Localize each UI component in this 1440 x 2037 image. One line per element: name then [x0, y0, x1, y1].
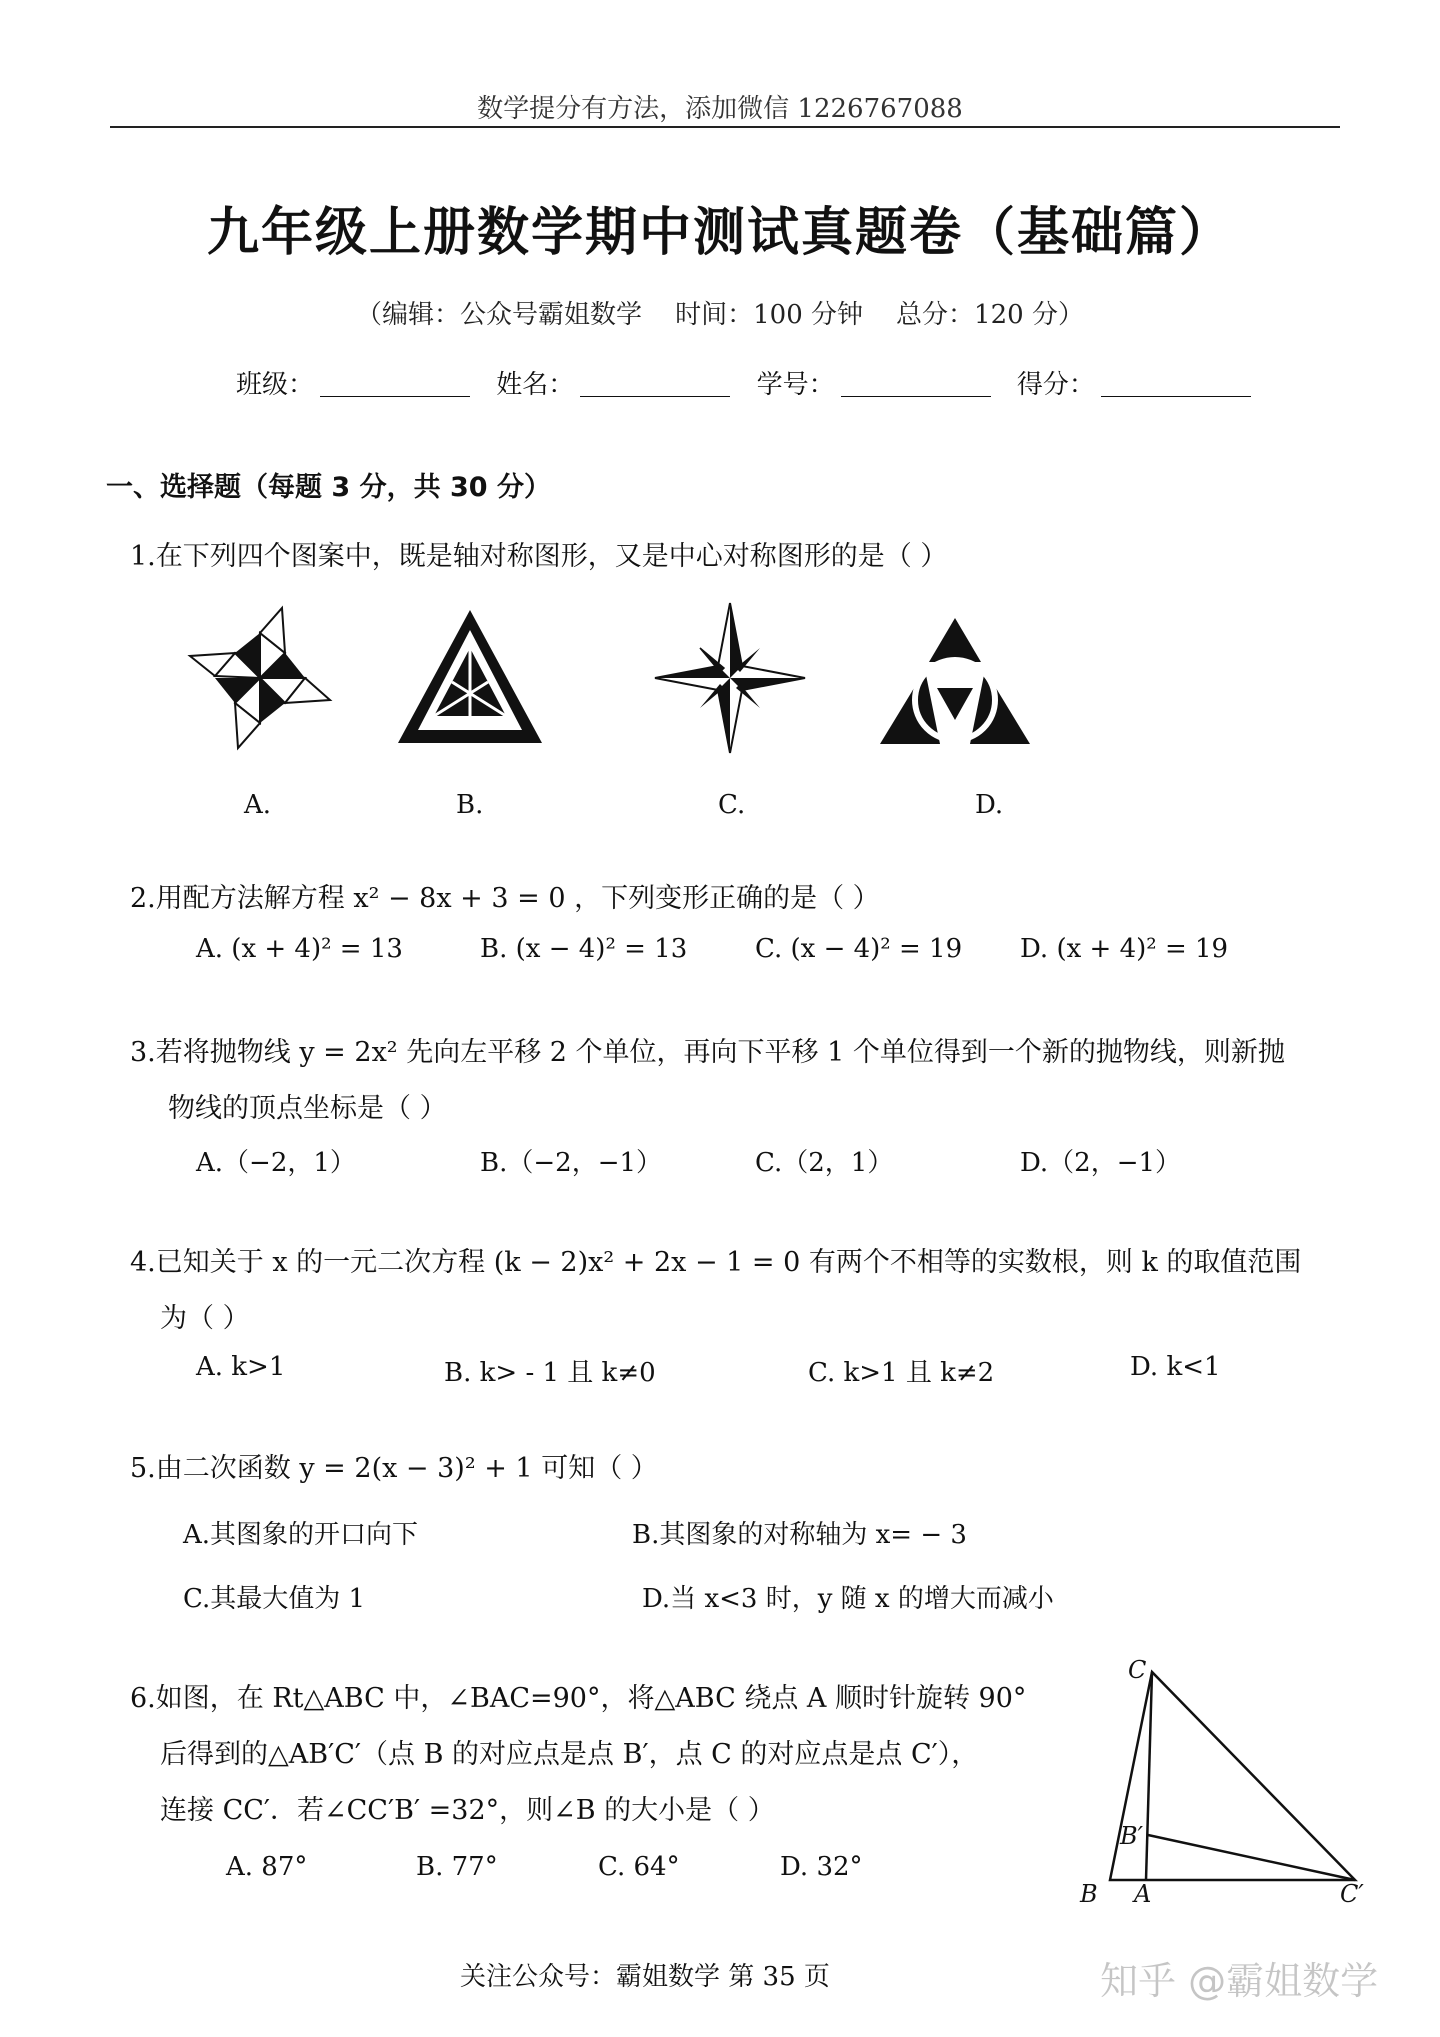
q6-option-d: D. 32° [780, 1852, 863, 1882]
q3-option-b: B.（−2，−1） [480, 1148, 663, 1178]
score-label: 得分： [1016, 370, 1095, 400]
q5-option-d: D.当 x<3 时，y 随 x 的增大而减小 [642, 1584, 1054, 1614]
q2-option-c: C. (x − 4)² = 19 [755, 934, 963, 964]
class-label: 班级： [236, 370, 315, 400]
question-6-stem-line3: 连接 CC′．若∠CC′B′ =32°，则∠B 的大小是（ ） [160, 1795, 775, 1826]
question-3-stem-line1: 3.若将抛物线 y = 2x² 先向左平移 2 个单位，再向下平移 1 个单位得到一个新的抛物线，则新抛 [130, 1037, 1285, 1068]
q1-label-b: B. [456, 790, 484, 820]
figure-a-pinwheel [190, 608, 330, 748]
question-2-stem: 2.用配方法解方程 x² − 8x + 3 = 0 ，下列变形正确的是（ ） [130, 883, 880, 914]
q5-option-a: A.其图象的开口向下 [183, 1520, 419, 1550]
name-label: 姓名： [496, 370, 575, 400]
segment-b-prime-c-prime [1148, 1835, 1355, 1880]
q3-option-d: D.（2，−1） [1020, 1148, 1182, 1178]
label-c-prime: C′ [1340, 1880, 1364, 1908]
id-blank[interactable] [841, 396, 991, 397]
q1-label-a: A. [244, 790, 272, 820]
page-footer: 关注公众号：霸姐数学 第 35 页 [460, 1962, 830, 1992]
section-title: 一、选择题（每题 3 分，共 30 分） [106, 472, 551, 503]
figure-d-triforce [880, 618, 1030, 744]
student-info-fields [236, 364, 1269, 401]
page-header-text: 数学提分有方法，添加微信 1226767088 [477, 94, 963, 124]
q2-option-d: D. (x + 4)² = 19 [1020, 934, 1229, 964]
q6-option-b: B. 77° [416, 1852, 498, 1882]
question-3-stem-line2: 物线的顶点坐标是（ ） [168, 1093, 447, 1124]
label-b-prime: B′ [1120, 1822, 1144, 1850]
header-divider [110, 126, 1340, 128]
question-4-stem-line1: 4.已知关于 x 的一元二次方程 (k − 2)x² + 2x − 1 = 0 有两个不相等的实数根，则 k 的取值范围 [130, 1247, 1302, 1278]
exam-meta: （编辑：公众号霸姐数学 时间：100 分钟 总分：120 分） [356, 300, 1084, 330]
q3-option-a: A.（−2，1） [196, 1148, 356, 1178]
question-1-stem: 1.在下列四个图案中，既是轴对称图形，又是中心对称图形的是（ ） [130, 541, 948, 572]
question-6-stem-line1: 6.如图，在 Rt△ABC 中，∠BAC=90°，将△ABC 绕点 A 顺时针旋转 90° [130, 1683, 1027, 1714]
name-blank[interactable] [580, 396, 730, 397]
q4-option-d: D. k<1 [1130, 1352, 1221, 1382]
q3-option-c: C.（2，1） [755, 1148, 894, 1178]
question-6-stem-line2: 后得到的△AB′C′（点 B 的对应点是点 B′，点 C 的对应点是点 C′）， [160, 1739, 979, 1770]
q5-option-b: B.其图象的对称轴为 x= − 3 [632, 1520, 967, 1550]
q4-option-a: A. k>1 [196, 1352, 286, 1382]
q5-option-c: C.其最大值为 1 [183, 1584, 366, 1614]
figure-c-star [655, 603, 805, 753]
question-5-stem: 5.由二次函数 y = 2(x − 3)² + 1 可知（ ） [130, 1453, 658, 1484]
q6-option-a: A. 87° [226, 1852, 308, 1882]
class-blank[interactable] [320, 396, 470, 397]
id-label: 学号： [756, 370, 835, 400]
q4-option-c: C. k>1 且 k≠2 [808, 1358, 995, 1388]
q6-option-c: C. 64° [598, 1852, 680, 1882]
figure-b-triangle [398, 610, 542, 743]
label-b: B [1080, 1880, 1098, 1908]
q2-option-b: B. (x − 4)² = 13 [480, 934, 688, 964]
zhihu-watermark: 知乎 @霸姐数学 [1100, 1959, 1379, 2003]
question-1-figures [180, 600, 1040, 760]
page-title: 九年级上册数学期中测试真题卷（基础篇） [206, 202, 1233, 263]
q2-option-a: A. (x + 4)² = 13 [196, 934, 403, 964]
q1-label-c: C. [718, 790, 746, 820]
label-a: A [1134, 1880, 1152, 1908]
question-4-stem-line2: 为（ ） [160, 1303, 250, 1334]
q4-option-b: B. k> - 1 且 k≠0 [444, 1358, 656, 1388]
score-blank[interactable] [1101, 396, 1251, 397]
label-c: C [1128, 1656, 1147, 1684]
q1-label-d: D. [975, 790, 1004, 820]
